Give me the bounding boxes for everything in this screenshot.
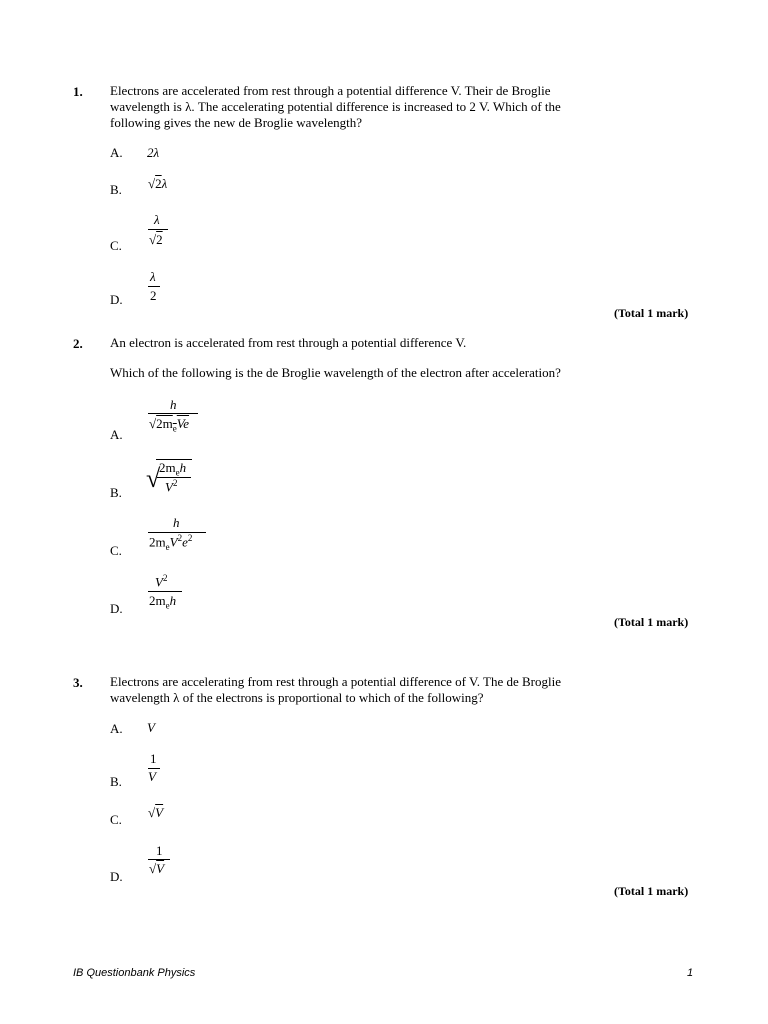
footer-title: IB Questionbank Physics — [73, 967, 196, 979]
q3-option-b-letter: B. — [110, 774, 122, 789]
question-2-question: Which of the following is the de Broglie wavelength of the electron after acceleration? — [110, 365, 561, 380]
q3-option-a-letter: A. — [110, 721, 123, 736]
den-e: e — [182, 534, 188, 550]
sqrt-symbol: √ — [149, 416, 157, 431]
question-2-number: 2. — [73, 336, 83, 351]
superscript-2: 2 — [172, 478, 178, 488]
superscript-2: 2 — [162, 573, 168, 583]
q3-option-c-letter: C. — [110, 812, 122, 827]
q2-option-a-numerator: h — [170, 397, 177, 412]
sqrt-symbol: √ — [148, 176, 156, 191]
sqrt-symbol: √ — [149, 861, 157, 876]
q2-option-c-denominator — [149, 533, 192, 552]
q2-option-d-denominator — [149, 593, 176, 611]
den-term: 2m — [156, 416, 173, 431]
question-1-number: 1. — [73, 84, 83, 99]
footer-page-number: 1 — [687, 967, 694, 979]
q3-total-mark: (Total 1 mark) — [614, 884, 689, 898]
q1-option-d-fraction-bar — [148, 286, 160, 287]
radicand: V — [155, 805, 164, 820]
q2-option-d-letter: D. — [110, 601, 123, 616]
q1-option-a-letter: A. — [110, 145, 123, 160]
q2-option-a-letter: A. — [110, 427, 123, 442]
den-tail: h — [169, 593, 177, 608]
q1-option-a-expr: 2λ — [147, 145, 160, 160]
q1-option-c-fraction-bar — [148, 229, 168, 230]
den-v: V — [169, 534, 178, 550]
den-term: V — [165, 479, 173, 495]
q1-total-mark: (Total 1 mark) — [614, 306, 689, 320]
superscript-2: 2 — [177, 533, 183, 543]
q1-option-d-letter: D. — [110, 292, 123, 307]
q3-option-c-expr — [148, 805, 163, 821]
den-term: 2m — [149, 534, 166, 550]
q3-option-a-expr: V — [147, 720, 155, 735]
q1-option-c-numerator: λ — [154, 212, 160, 227]
q1-option-d-numerator: λ — [150, 269, 156, 284]
q2-option-c-letter: C. — [110, 543, 122, 558]
q2-option-d-fraction-bar — [148, 591, 182, 592]
subscript-e: e — [175, 467, 180, 478]
q3-option-b-numerator: 1 — [150, 751, 157, 766]
num-term: V — [155, 574, 163, 590]
q1-option-b-letter: B. — [110, 182, 122, 197]
subscript-e: e — [172, 423, 177, 434]
q2-option-a-fraction-bar — [148, 413, 198, 414]
radicand: V — [156, 861, 165, 876]
q1-option-d-denominator: 2 — [150, 288, 157, 303]
q2-option-b-denominator — [165, 478, 177, 495]
q1-option-b-expr — [148, 176, 167, 192]
subscript-e: e — [165, 541, 170, 552]
question-3-number: 3. — [73, 675, 83, 690]
q3-option-d-letter: D. — [110, 869, 123, 884]
radicand: 2 — [156, 232, 163, 247]
q2-option-c-numerator: h — [173, 515, 180, 530]
q2-option-b-sqrt: √ — [146, 464, 161, 493]
q2-option-a-denominator — [149, 416, 189, 434]
q2-option-b-numerator — [159, 460, 186, 478]
question-1-text: Electrons are accelerated from rest through a potential difference V. Their de Broglie wavelength is λ. The accelerating potential difference is increased to 2 V. Which of the following gives the new de Broglie wavelength? — [110, 83, 561, 130]
sqrt-symbol: √ — [149, 232, 157, 247]
question-2-text: An electron is accelerated from rest through a potential difference V. — [110, 335, 467, 350]
q3-option-d-numerator: 1 — [156, 843, 163, 858]
q1-option-c-denominator — [149, 232, 163, 248]
q3-option-d-fraction-bar — [148, 859, 170, 860]
superscript-2: 2 — [187, 533, 193, 543]
num-term: 2m — [159, 460, 176, 475]
lambda: λ — [161, 176, 168, 191]
q1-option-c-letter: C. — [110, 238, 122, 253]
num-tail: h — [179, 460, 187, 475]
den-tail: Ve — [176, 416, 190, 431]
q3-option-b-denominator: V — [148, 769, 156, 784]
den-term: 2m — [149, 593, 166, 608]
q2-option-b-letter: B. — [110, 485, 122, 500]
question-3-text: Electrons are accelerating from rest through a potential difference of V. The de Broglie wavelength λ of the electrons is proportional to which of the following? — [110, 674, 561, 705]
sqrt-symbol: √ — [148, 805, 156, 820]
q3-option-d-denominator — [149, 861, 164, 877]
radicand: 2 — [155, 176, 162, 191]
q2-total-mark: (Total 1 mark) — [614, 615, 689, 629]
subscript-e: e — [165, 600, 170, 611]
q2-option-d-numerator — [155, 573, 167, 590]
